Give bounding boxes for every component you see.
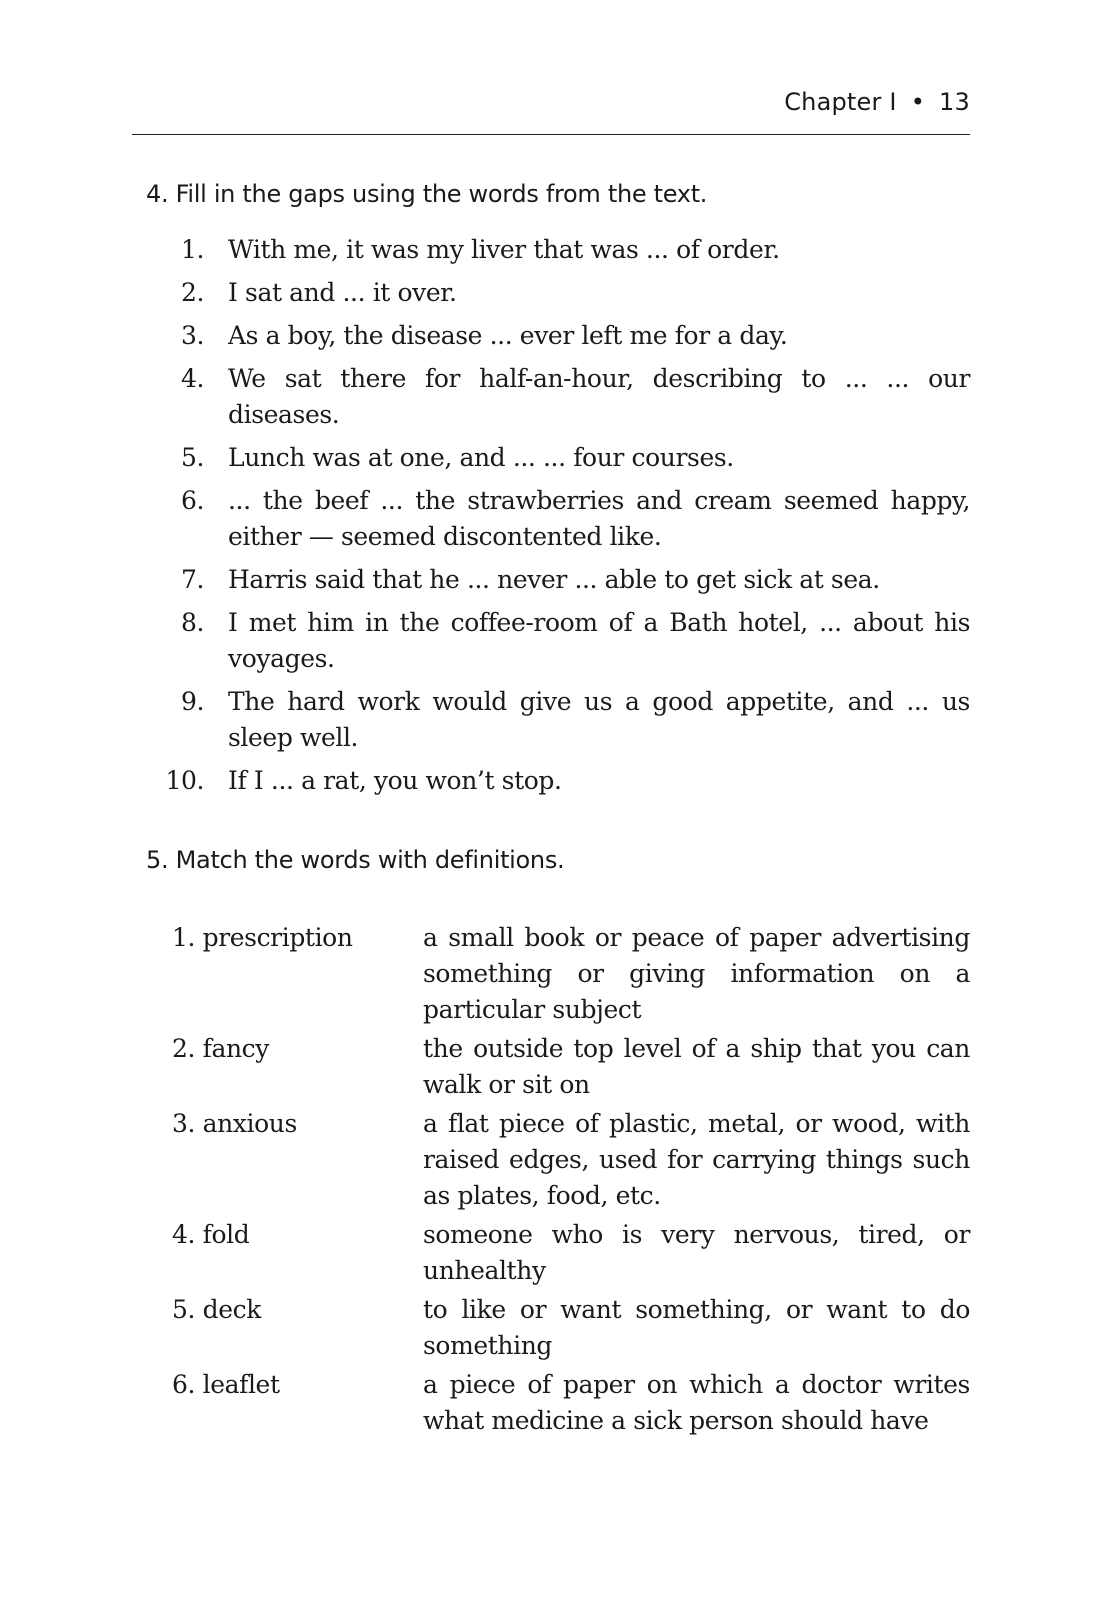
match-definition: to like or want something, or want to do something <box>423 1295 970 1360</box>
running-head <box>784 88 970 116</box>
match-term: 4. fold <box>172 1220 250 1249</box>
item-number: 7. <box>180 565 204 594</box>
separator-bullet: • <box>910 88 926 116</box>
match-row <box>172 1367 970 1439</box>
page-number: 13 <box>939 88 970 116</box>
match-definition: a piece of paper on which a doctor writes what medicine a sick person should have <box>423 1370 970 1435</box>
match-row <box>172 920 970 1028</box>
match-row <box>172 1106 970 1214</box>
item-text: ... the beef ... the strawberries and cream seemed happy, either — seemed discontented like. <box>228 486 970 551</box>
match-definition: a small book or peace of paper advertising something or giving information on a particular subject <box>423 923 970 1024</box>
item-number: 9. <box>180 687 204 716</box>
item-text: Lunch was at one, and ... ... four courses. <box>228 443 734 472</box>
list-item <box>160 763 970 799</box>
item-text: With me, it was my liver that was ... of order. <box>228 235 780 264</box>
item-text: As a boy, the disease ... ever left me for a day. <box>228 321 788 350</box>
list-item <box>160 684 970 756</box>
match-definition: someone who is very nervous, tired, or unhealthy <box>423 1220 970 1285</box>
exercise-4-list <box>160 232 970 806</box>
chapter-label: Chapter I <box>784 88 897 116</box>
page-header <box>132 88 970 135</box>
list-item <box>160 275 970 311</box>
match-term: 2. fancy <box>172 1034 269 1063</box>
list-item <box>160 440 970 476</box>
match-term: 5. deck <box>172 1295 261 1324</box>
list-item <box>160 605 970 677</box>
item-number: 10. <box>165 766 204 795</box>
match-definition: the outside top level of a ship that you can walk or sit on <box>423 1034 970 1099</box>
match-definition: a flat piece of plastic, metal, or wood, with raised edges, used for carrying things such as plates, food, etc. <box>423 1109 970 1210</box>
match-row <box>172 1217 970 1289</box>
item-number: 3. <box>180 321 204 350</box>
item-number: 5. <box>180 443 204 472</box>
exercise-5-title: 5. Match the words with definitions. <box>146 846 565 874</box>
item-text: We sat there for half-an-hour, describing to ... ... our diseases. <box>228 364 970 429</box>
matching-table <box>172 920 970 1442</box>
item-number: 6. <box>180 486 204 515</box>
item-number: 4. <box>180 364 204 393</box>
item-text: The hard work would give us a good appetite, and ... us sleep well. <box>228 687 970 752</box>
match-term: 6. leaflet <box>172 1370 280 1399</box>
item-number: 8. <box>180 608 204 637</box>
item-text: I sat and ... it over. <box>228 278 457 307</box>
list-item <box>160 232 970 268</box>
list-item <box>160 562 970 598</box>
item-number: 2. <box>180 278 204 307</box>
list-item <box>160 318 970 354</box>
item-text: I met him in the coffee-room of a Bath hotel, ... about his voyages. <box>228 608 970 673</box>
match-term: 1. prescription <box>172 923 353 952</box>
list-item <box>160 361 970 433</box>
match-row <box>172 1292 970 1364</box>
match-row <box>172 1031 970 1103</box>
match-term: 3. anxious <box>172 1109 297 1138</box>
list-item <box>160 483 970 555</box>
item-text: Harris said that he ... never ... able to get sick at sea. <box>228 565 880 594</box>
item-text: If I ... a rat, you won’t stop. <box>228 766 562 795</box>
item-number: 1. <box>180 235 204 264</box>
exercise-4-title: 4. Fill in the gaps using the words from the text. <box>146 180 708 208</box>
